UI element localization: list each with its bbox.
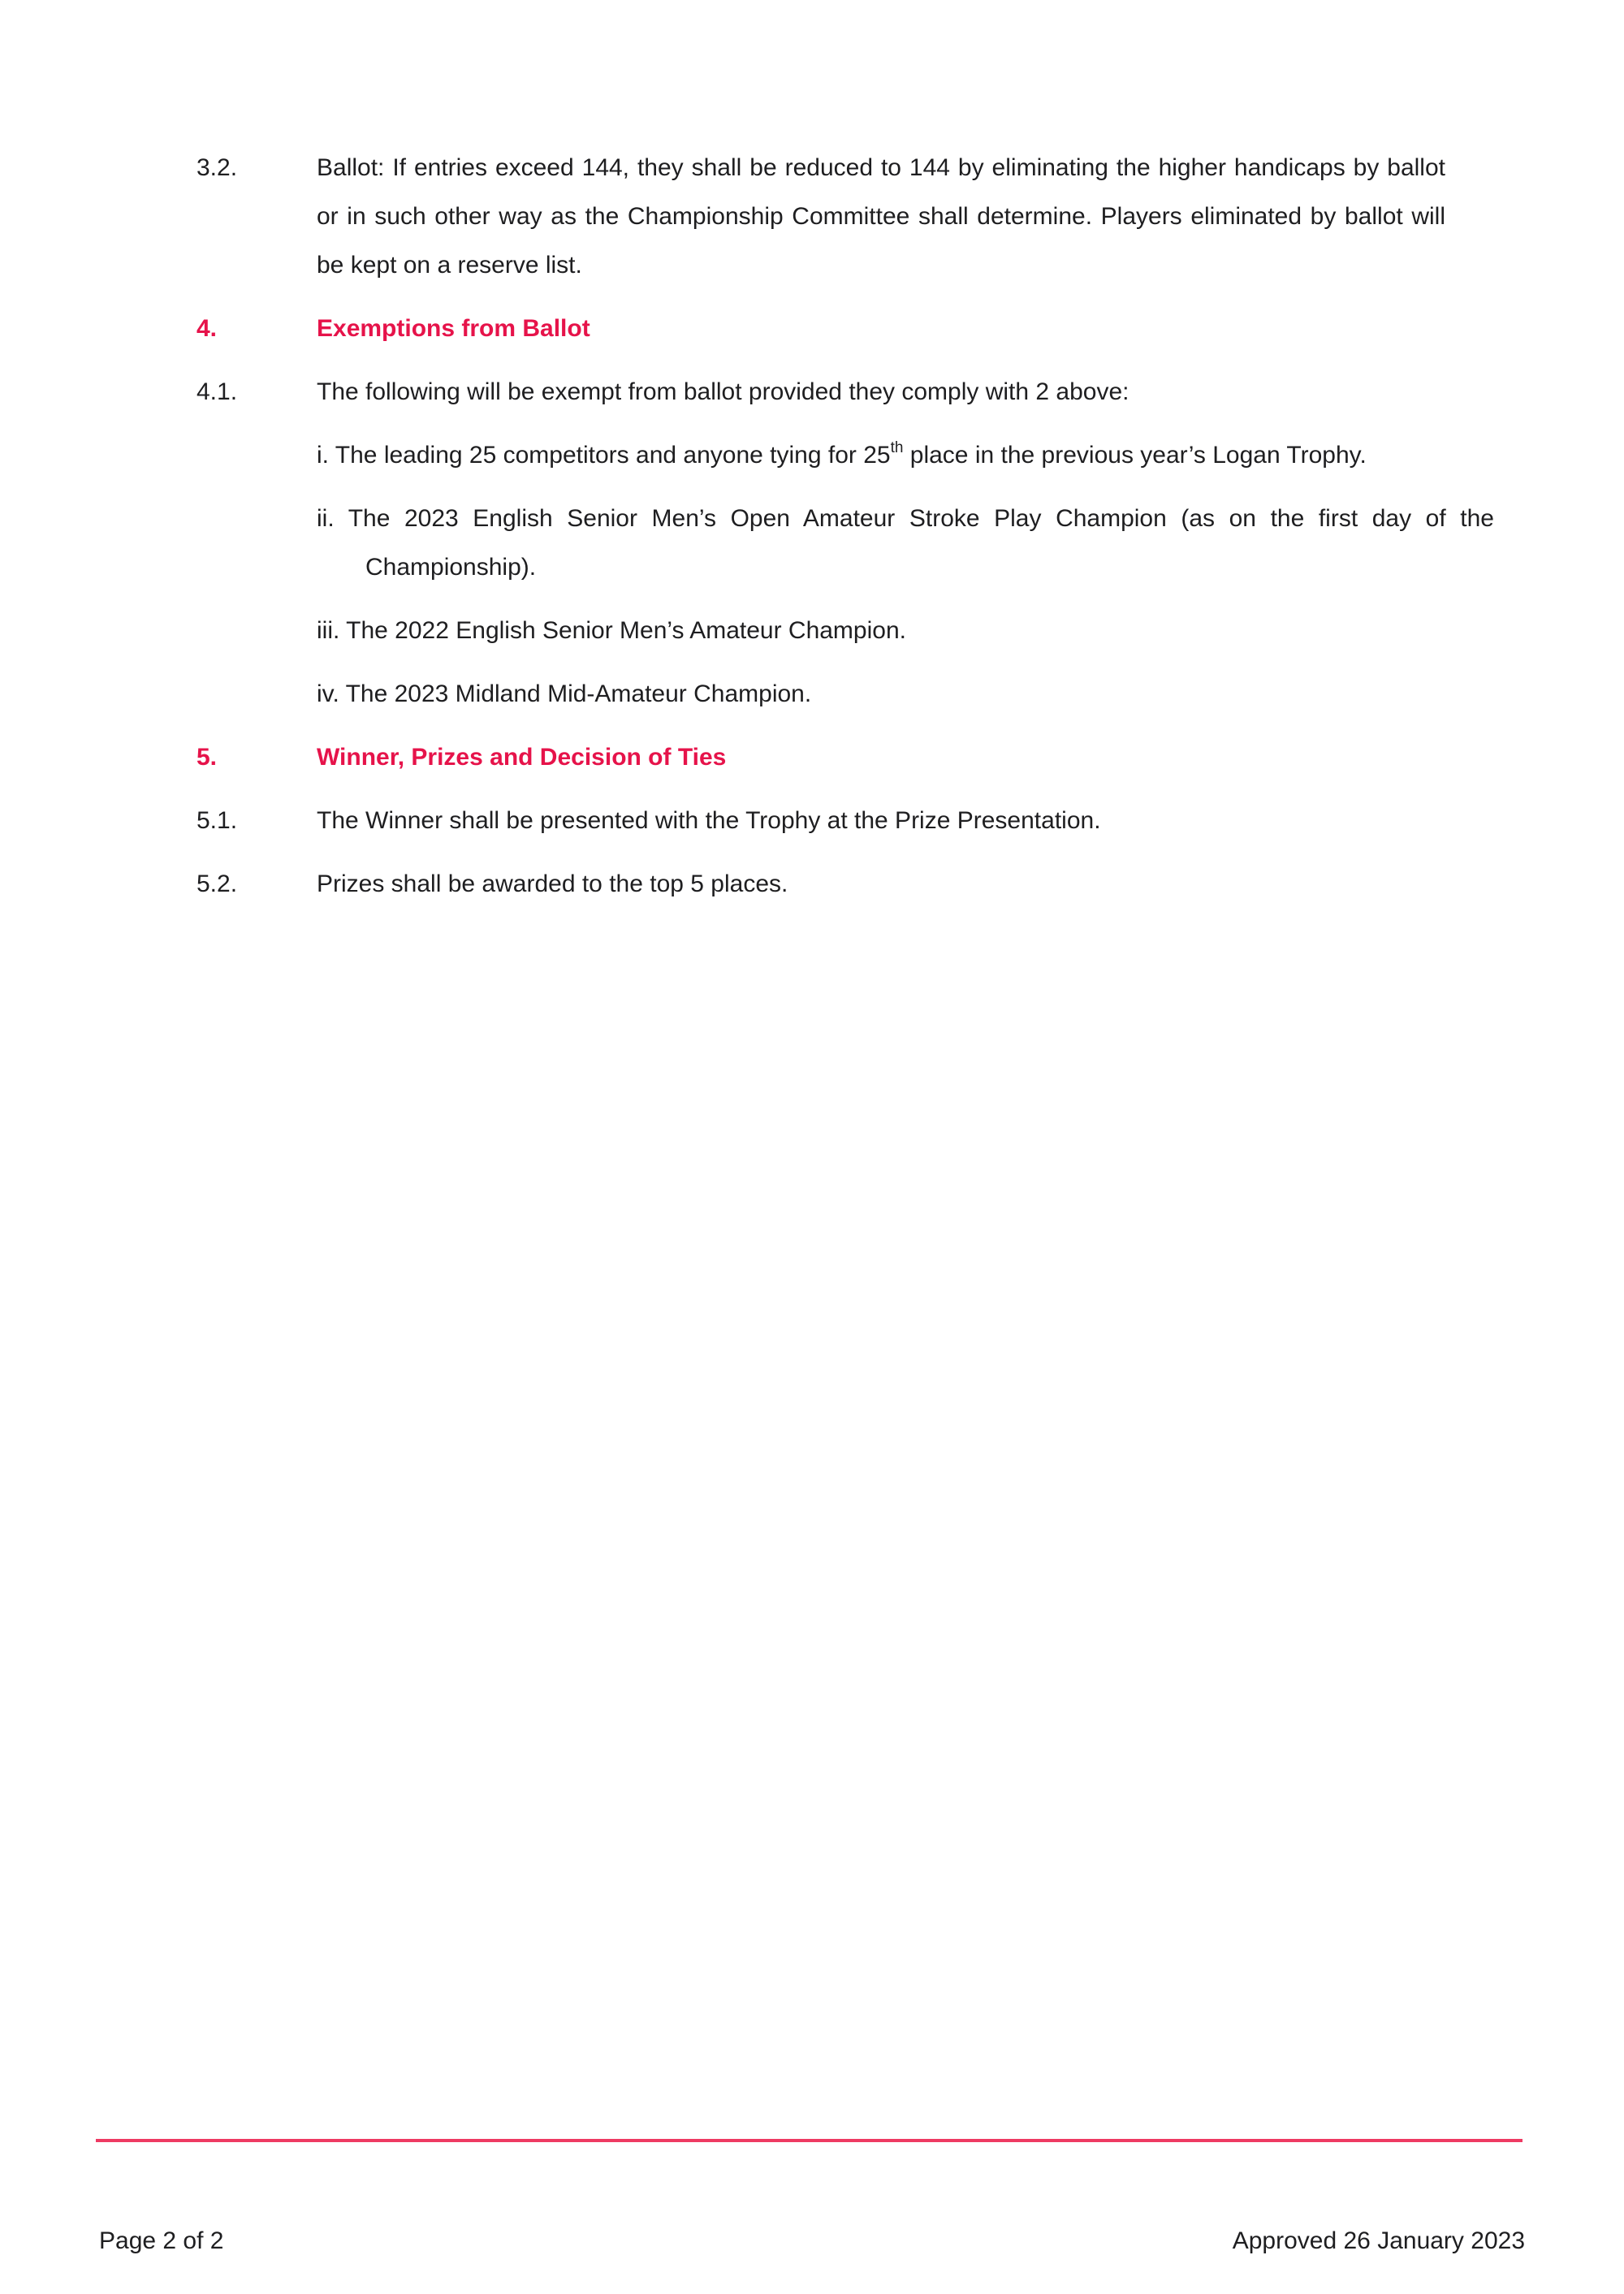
section-number: 5.2. [197,871,238,897]
paragraph-text: Prizes shall be awarded to the top 5 places. [317,871,788,897]
section-number: 3.2. [197,154,238,181]
footer-divider-rule [96,2139,1522,2142]
list-marker: iii. [317,617,340,644]
section-number: 5. [197,744,218,771]
list-marker: ii. [317,505,335,532]
approval-date: Approved 26 January 2023 [1232,2227,1525,2254]
paragraph-text: The Winner shall be presented with the Trophy at the Prize Presentation. [317,807,1101,834]
section-heading: Winner, Prizes and Decision of Ties [317,744,727,771]
list-text: The 2023 English Senior Men’s Open Amateur Stroke Play Champion (as on the first day of the Championship). [348,505,1494,581]
section-4-1 [197,368,1445,417]
list-item-iv [197,670,1445,719]
list-item-text [317,431,1494,480]
document-body [197,144,1494,923]
section-3-2 [197,144,1445,290]
list-item-iii [197,607,1445,655]
list-item-text [317,495,1494,592]
list-text: The 2023 Midland Mid-Amateur Champion. [345,680,812,707]
list-marker: iv. [317,680,339,707]
list-marker: i. [317,442,329,469]
section-4-heading [197,305,1445,353]
section-5-1 [197,797,1445,845]
paragraph-text: The following will be exempt from ballot provided they comply with 2 above: [317,378,1129,405]
list-text-after-sup: place in the previous year’s Logan Trophy. [903,442,1367,469]
paragraph-text: Ballot: If entries exceed 144, they shall be reduced to 144 by eliminating the higher handicaps by ballot or in such other way as the Championship Committee shall determine. Players eliminated by ballot will be kept on a reserve list. [317,154,1445,279]
list-item-text [317,607,1494,655]
page-number: Page 2 of 2 [99,2227,224,2254]
list-item-ii [197,495,1494,592]
list-text-before-sup: The leading 25 competitors and anyone tying for 25 [335,442,891,469]
list-item-text [317,670,1494,719]
section-heading: Exemptions from Ballot [317,315,590,342]
section-5-heading [197,733,1445,782]
section-5-2 [197,860,1445,909]
section-number: 5.1. [197,807,238,834]
section-number: 4. [197,315,218,342]
list-item-i [197,431,1445,480]
section-number: 4.1. [197,378,238,405]
ordinal-superscript: th [890,439,904,456]
list-text: The 2022 English Senior Men’s Amateur Champion. [346,617,906,644]
page-footer [99,2225,1525,2257]
